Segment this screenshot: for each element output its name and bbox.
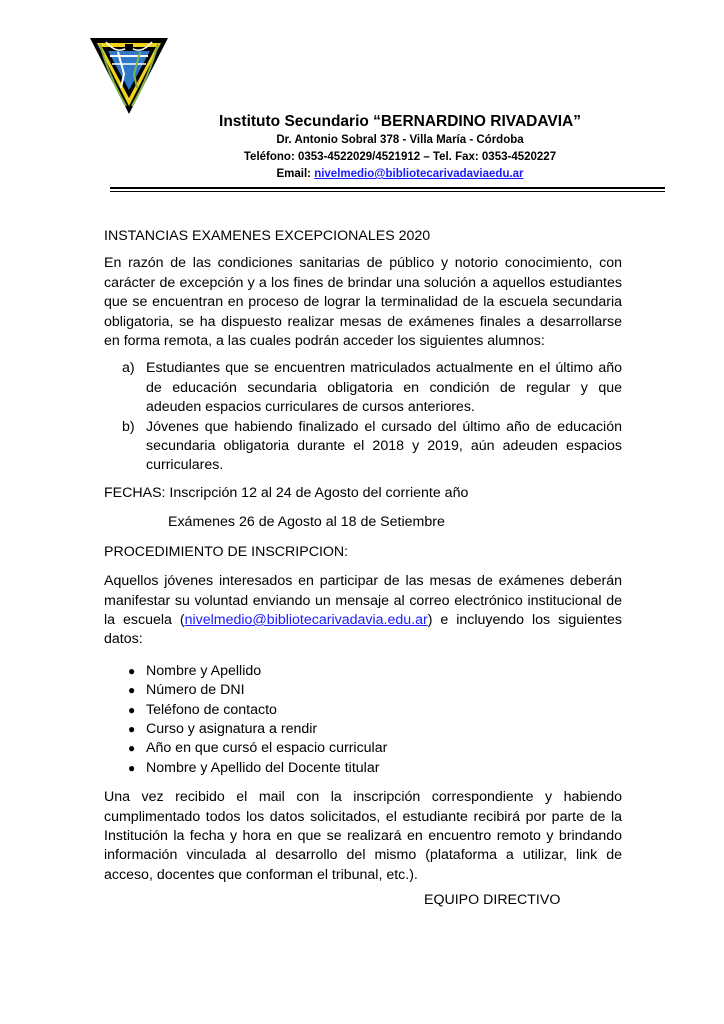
list-item [104,681,622,700]
school-name: Instituto Secundario “BERNARDINO RIVADAVIA” [219,113,581,130]
procedure-text-start: Aquellos jóvenes interesados en participar de las mesas de exámenes deberán manifestar su voluntad enviando un mensaje al correo electrónico institucional de la escuela ( [104,573,622,628]
eligibility-list [104,359,622,475]
list-item [104,418,622,476]
school-crest-icon [88,34,170,116]
bullet-icon: ● [128,683,136,698]
list-item-text: Nombre y Apellido [146,662,262,679]
school-header [140,112,660,183]
school-address: Dr. Antonio Sobral 378 - Villa María - Córdoba [276,134,524,146]
list-item-text: Teléfono de contacto [146,701,277,718]
list-item [104,720,622,739]
document-heading: INSTANCIAS EXAMENES EXCEPCIONALES 2020 [104,228,431,244]
list-item [104,739,622,758]
list-item-text: Curso y asignatura a rendir [146,720,318,737]
required-data-list [104,662,622,778]
procedure-heading: PROCEDIMIENTO DE INSCRIPCION: [104,543,349,560]
list-item-text: Estudiantes que se encuentren matriculados actualmente en el último año de educación secundaria obligatoria en condición de regular y que adeuden espacios curriculares de cursos anteriores. [146,360,622,416]
email-label: Email: [276,168,315,180]
school-phone: Teléfono: 0353-4522029/4521912 – Tel. Fax: 0353-4520227 [243,151,557,163]
procedure-paragraph [104,572,622,650]
header-divider-thick [110,187,665,189]
list-marker: a) [122,360,135,377]
signature: EQUIPO DIRECTIVO [424,892,561,908]
institutional-email-link[interactable]: nivelmedio@bibliotecarivadavia.edu.ar [184,611,428,628]
header-email-link[interactable]: nivelmedio@bibliotecarivadaviaedu.ar [314,168,524,180]
list-item-text: Jóvenes que habiendo finalizado el cursado del último año de educación secundaria obligatoria durante el 2018 y 2019, aún adeuden espacios curriculares. [146,418,622,474]
header-divider-thin [110,191,665,192]
intro-paragraph: En razón de las condiciones sanitarias de público y notorio conocimiento, con carácter de excepción y a los fines de brindar una solución a aquellos estudiantes que se encuentran en proceso de lograr la terminalidad de la escuela secundaria obligatoria, se ha dispuesto realizar mesas de exámenes finales a desarrollarse en forma remota, a las cuales podrán acceder los siguientes alumnos: [104,255,622,350]
list-marker: b) [122,418,135,435]
list-item-text: Nombre y Apellido del Docente titular [146,759,380,776]
bullet-icon: ● [128,663,136,678]
list-item [104,759,622,778]
list-item-text: Año en que cursó el espacio curricular [146,740,388,757]
dates-registration: FECHAS: Inscripción 12 al 24 de Agosto del corriente año [104,484,469,501]
closing-paragraph: Una vez recibido el mail con la inscripción correspondiente y habiendo cumplimentado todos los datos solicitados, el estudiante recibirá por parte de la Institución la fecha y hora en que se realizará en encuentro remoto y brindando información vinculada al desarrollo del mismo (plataforma a utilizar, link de acceso, docentes que conforman el tribunal, etc.). [104,789,622,883]
dates-exams: Exámenes 26 de Agosto al 18 de Setiembre [168,514,445,531]
list-item [104,662,622,681]
list-item [104,359,622,417]
procedure-text-end: ) e incluyendo los siguientes datos: [104,611,622,648]
bullet-icon: ● [128,741,136,756]
bullet-icon: ● [128,702,136,717]
list-item [104,701,622,720]
bullet-icon: ● [128,721,136,736]
bullet-icon: ● [128,760,136,775]
document-body [104,227,622,885]
school-email-line [140,166,660,183]
list-item-text: Número de DNI [146,682,245,699]
